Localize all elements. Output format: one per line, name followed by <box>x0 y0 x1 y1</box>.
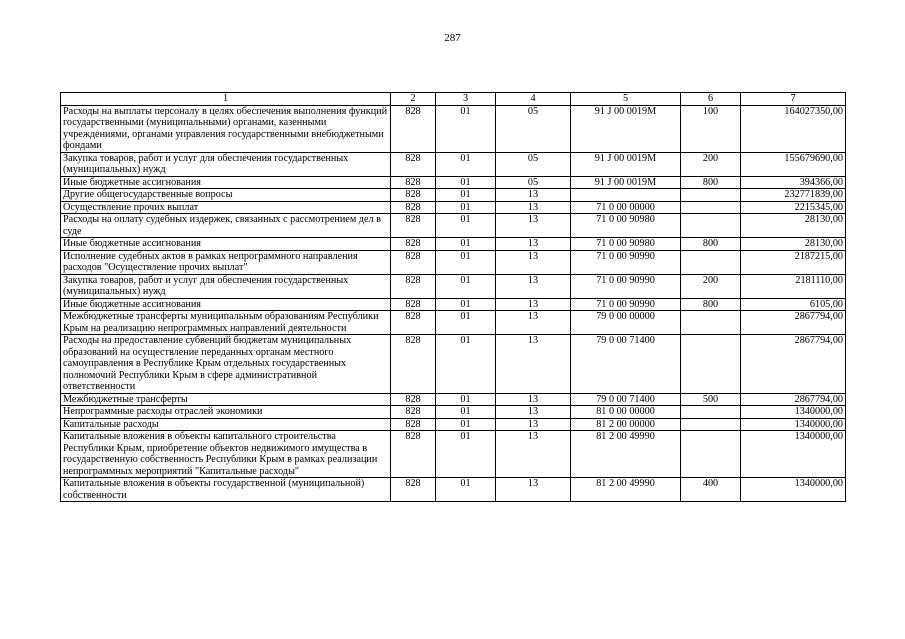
table-row <box>61 478 846 502</box>
row-amount: 28130,00 <box>741 238 846 251</box>
row-subsection: 13 <box>496 189 571 202</box>
row-description: Иные бюджетные ассигнования <box>61 238 391 251</box>
row-expense-type <box>681 189 741 202</box>
table-row <box>61 335 846 394</box>
row-description: Закупка товаров, работ и услуг для обеспечения государственных (муниципальных) нужд <box>61 274 391 298</box>
row-amount: 232771839,00 <box>741 189 846 202</box>
row-expense-type <box>681 418 741 431</box>
row-subsection: 13 <box>496 250 571 274</box>
row-ministry-code: 828 <box>391 311 436 335</box>
table-row <box>61 189 846 202</box>
row-ministry-code: 828 <box>391 250 436 274</box>
row-subsection: 13 <box>496 214 571 238</box>
row-subsection: 05 <box>496 105 571 152</box>
row-target-article: 91 J 00 0019M <box>571 176 681 189</box>
table-row <box>61 418 846 431</box>
row-ministry-code: 828 <box>391 274 436 298</box>
row-ministry-code: 828 <box>391 478 436 502</box>
row-description: Другие общегосударственные вопросы <box>61 189 391 202</box>
column-header: 4 <box>496 93 571 106</box>
row-target-article: 71 0 00 90980 <box>571 238 681 251</box>
row-expense-type <box>681 201 741 214</box>
row-subsection: 13 <box>496 298 571 311</box>
row-ministry-code: 828 <box>391 298 436 311</box>
row-target-article: 81 2 00 49990 <box>571 431 681 478</box>
row-ministry-code: 828 <box>391 418 436 431</box>
row-target-article: 81 0 00 00000 <box>571 406 681 419</box>
row-target-article: 71 0 00 90990 <box>571 274 681 298</box>
row-ministry-code: 828 <box>391 189 436 202</box>
page-number: 287 <box>444 32 461 44</box>
row-subsection: 05 <box>496 152 571 176</box>
row-expense-type: 800 <box>681 176 741 189</box>
row-amount: 1340000,00 <box>741 478 846 502</box>
row-amount: 2867794,00 <box>741 335 846 394</box>
row-target-article: 71 0 00 90990 <box>571 250 681 274</box>
row-amount: 6105,00 <box>741 298 846 311</box>
row-amount: 1340000,00 <box>741 406 846 419</box>
row-amount: 394366,00 <box>741 176 846 189</box>
row-subsection: 13 <box>496 406 571 419</box>
row-section: 01 <box>436 189 496 202</box>
row-target-article: 81 2 00 00000 <box>571 418 681 431</box>
row-amount: 155679690,00 <box>741 152 846 176</box>
table-row <box>61 311 846 335</box>
table-row <box>61 214 846 238</box>
table-row <box>61 298 846 311</box>
row-ministry-code: 828 <box>391 201 436 214</box>
row-target-article: 81 2 00 49990 <box>571 478 681 502</box>
row-subsection: 13 <box>496 393 571 406</box>
row-ministry-code: 828 <box>391 105 436 152</box>
row-subsection: 13 <box>496 238 571 251</box>
row-subsection: 13 <box>496 478 571 502</box>
table-row <box>61 274 846 298</box>
row-expense-type <box>681 406 741 419</box>
table-row <box>61 393 846 406</box>
row-expense-type: 800 <box>681 298 741 311</box>
row-expense-type <box>681 250 741 274</box>
row-amount: 2867794,00 <box>741 393 846 406</box>
row-amount: 2867794,00 <box>741 311 846 335</box>
table-header-row <box>61 93 846 106</box>
row-ministry-code: 828 <box>391 393 436 406</box>
row-description: Расходы на выплаты персоналу в целях обеспечения выполнения функций государственными (муниципальными) органами, казенными учреждениями, органами управления государственными внебюджетными фондами <box>61 105 391 152</box>
row-section: 01 <box>436 274 496 298</box>
row-target-article: 79 0 00 71400 <box>571 393 681 406</box>
budget-table <box>60 92 846 502</box>
row-expense-type: 100 <box>681 105 741 152</box>
row-ministry-code: 828 <box>391 238 436 251</box>
row-section: 01 <box>436 478 496 502</box>
row-expense-type <box>681 335 741 394</box>
row-ministry-code: 828 <box>391 176 436 189</box>
row-target-article: 79 0 00 00000 <box>571 311 681 335</box>
row-ministry-code: 828 <box>391 152 436 176</box>
row-description: Межбюджетные трансферты муниципальным образованиям Республики Крым на реализацию непрограммных направлений деятельности <box>61 311 391 335</box>
row-section: 01 <box>436 214 496 238</box>
row-section: 01 <box>436 431 496 478</box>
row-expense-type <box>681 311 741 335</box>
row-description: Расходы на предоставление субвенций бюджетам муниципальных образований на осуществление переданных органам местного самоуправления в Республике Крым отдельных государственных полномочий Республики Крым в сфере административной ответственности <box>61 335 391 394</box>
row-section: 01 <box>436 393 496 406</box>
row-expense-type: 500 <box>681 393 741 406</box>
row-section: 01 <box>436 201 496 214</box>
row-subsection: 13 <box>496 418 571 431</box>
row-ministry-code: 828 <box>391 335 436 394</box>
row-expense-type: 200 <box>681 152 741 176</box>
row-ministry-code: 828 <box>391 214 436 238</box>
row-subsection: 13 <box>496 201 571 214</box>
row-description: Капитальные расходы <box>61 418 391 431</box>
row-subsection: 05 <box>496 176 571 189</box>
column-header: 5 <box>571 93 681 106</box>
row-target-article: 91 J 00 0019M <box>571 152 681 176</box>
row-description: Расходы на оплату судебных издержек, связанных с рассмотрением дел в суде <box>61 214 391 238</box>
row-expense-type <box>681 431 741 478</box>
row-target-article: 91 J 00 0019M <box>571 105 681 152</box>
column-header: 1 <box>61 93 391 106</box>
row-ministry-code: 828 <box>391 406 436 419</box>
row-section: 01 <box>436 105 496 152</box>
row-section: 01 <box>436 311 496 335</box>
row-expense-type <box>681 214 741 238</box>
row-section: 01 <box>436 176 496 189</box>
row-description: Межбюджетные трансферты <box>61 393 391 406</box>
row-section: 01 <box>436 406 496 419</box>
row-ministry-code: 828 <box>391 431 436 478</box>
table-row <box>61 201 846 214</box>
row-amount: 2215345,00 <box>741 201 846 214</box>
row-section: 01 <box>436 238 496 251</box>
row-subsection: 13 <box>496 431 571 478</box>
row-description: Капитальные вложения в объекты государственной (муниципальной) собственности <box>61 478 391 502</box>
row-amount: 28130,00 <box>741 214 846 238</box>
row-description: Капитальные вложения в объекты капитального строительства Республики Крым, приобретение объектов недвижимого имущества в государственную собственность Республики Крым в рамках реализации непрограммных мероприятий "Капитальные расходы" <box>61 431 391 478</box>
table-row <box>61 238 846 251</box>
row-description: Иные бюджетные ассигнования <box>61 298 391 311</box>
table-row <box>61 406 846 419</box>
row-expense-type: 200 <box>681 274 741 298</box>
row-target-article <box>571 189 681 202</box>
table-row <box>61 176 846 189</box>
row-section: 01 <box>436 418 496 431</box>
column-header: 3 <box>436 93 496 106</box>
row-target-article: 79 0 00 71400 <box>571 335 681 394</box>
row-expense-type: 400 <box>681 478 741 502</box>
row-section: 01 <box>436 298 496 311</box>
row-target-article: 71 0 00 90990 <box>571 298 681 311</box>
row-description: Осуществление прочих выплат <box>61 201 391 214</box>
row-subsection: 13 <box>496 311 571 335</box>
row-description: Закупка товаров, работ и услуг для обеспечения государственных (муниципальных) нужд <box>61 152 391 176</box>
column-header: 7 <box>741 93 846 106</box>
row-amount: 2181110,00 <box>741 274 846 298</box>
row-description: Иные бюджетные ассигнования <box>61 176 391 189</box>
row-subsection: 13 <box>496 335 571 394</box>
table-row <box>61 152 846 176</box>
table-row <box>61 250 846 274</box>
row-subsection: 13 <box>496 274 571 298</box>
row-amount: 2187215,00 <box>741 250 846 274</box>
table-row <box>61 431 846 478</box>
row-amount: 164027350,00 <box>741 105 846 152</box>
row-target-article: 71 0 00 90980 <box>571 214 681 238</box>
table-row <box>61 105 846 152</box>
row-section: 01 <box>436 335 496 394</box>
row-description: Исполнение судебных актов в рамках непрограммного направления расходов "Осуществление прочих выплат" <box>61 250 391 274</box>
row-section: 01 <box>436 152 496 176</box>
column-header: 2 <box>391 93 436 106</box>
row-target-article: 71 0 00 00000 <box>571 201 681 214</box>
column-header: 6 <box>681 93 741 106</box>
row-expense-type: 800 <box>681 238 741 251</box>
row-amount: 1340000,00 <box>741 431 846 478</box>
row-description: Непрограммные расходы отраслей экономики <box>61 406 391 419</box>
row-section: 01 <box>436 250 496 274</box>
row-amount: 1340000,00 <box>741 418 846 431</box>
